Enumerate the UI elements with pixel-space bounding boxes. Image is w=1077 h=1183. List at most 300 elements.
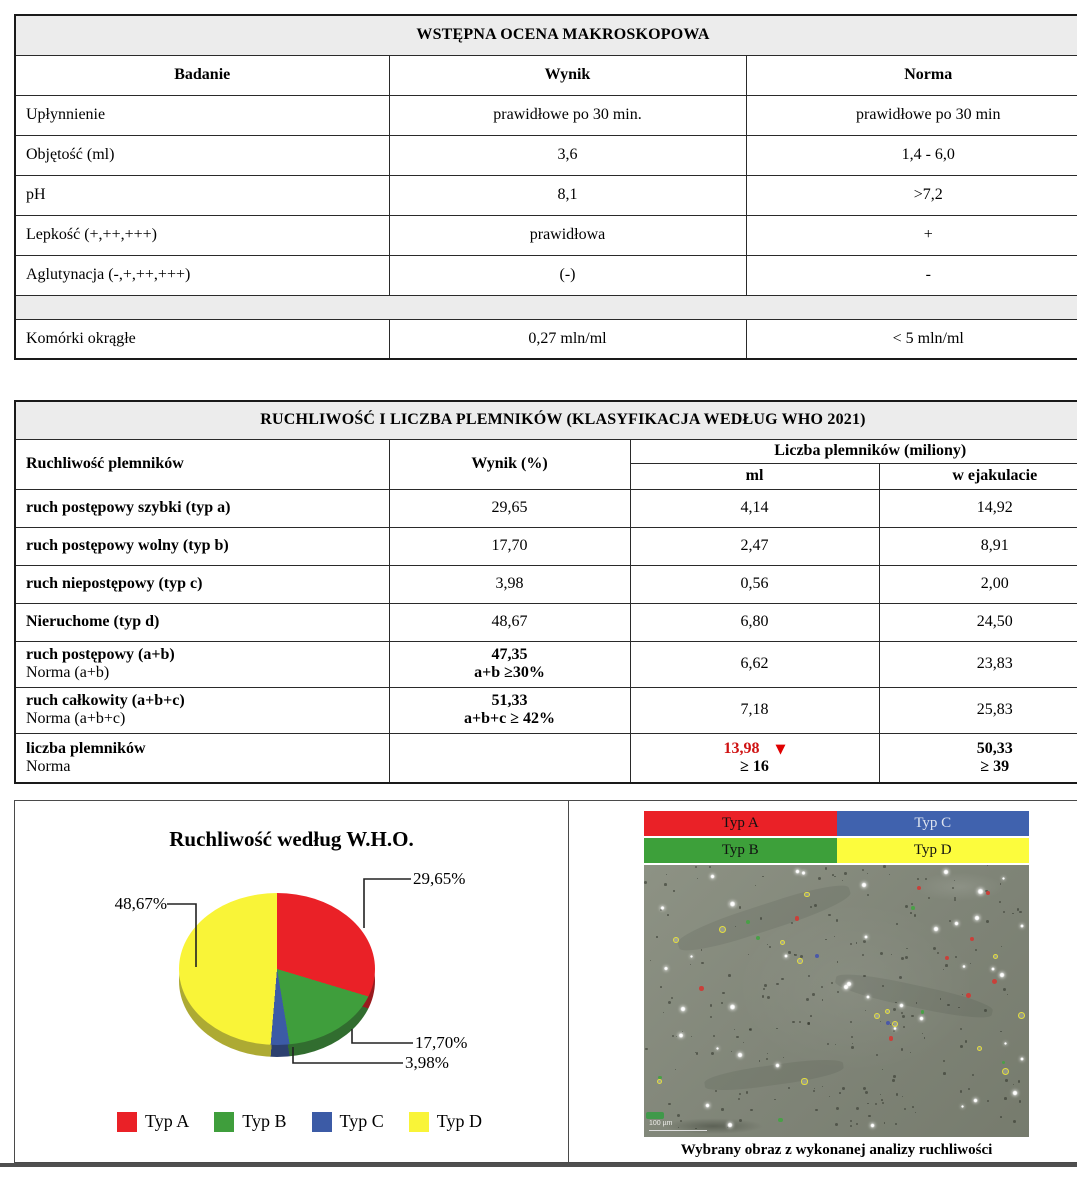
speck [774, 1099, 775, 1100]
speck [892, 1021, 898, 1027]
speck [721, 1002, 723, 1004]
table-title-row [15, 15, 1077, 55]
type-cell-typ-c: Typ C [837, 811, 1030, 836]
speck [814, 904, 817, 907]
speck [660, 906, 665, 911]
speck [899, 1003, 904, 1008]
speck [910, 912, 912, 914]
low-count-value: 13,98 [723, 739, 760, 757]
table-row [15, 565, 1077, 603]
speck [945, 956, 949, 960]
col-header-motility: Ruchliwość plemników [15, 439, 389, 489]
speck [866, 995, 870, 999]
legend-item-typ-d [409, 1111, 482, 1132]
speck [901, 1012, 903, 1014]
result-norm: a+b ≥30% [474, 664, 545, 681]
speck [837, 991, 839, 993]
speck [875, 1103, 877, 1105]
speck [999, 972, 1005, 978]
speck [1013, 1084, 1014, 1085]
pie-callout-lines [15, 801, 568, 1164]
cell-label: ruch postępowy wolny (typ b) [15, 527, 389, 565]
speck [743, 1042, 744, 1043]
speck [992, 979, 997, 984]
table-row [15, 255, 1077, 295]
speck [727, 1122, 733, 1128]
cell-norma: prawidłowe po 30 min [746, 95, 1077, 135]
speck [701, 962, 704, 965]
speck [769, 946, 771, 948]
pie-chart-title: Ruchliwość według W.H.O. [169, 827, 414, 851]
table-row [15, 95, 1077, 135]
cell-ml: 4,14 [630, 489, 879, 527]
col-header-badanie: Badanie [15, 55, 389, 95]
micrograph-type-legend [644, 811, 1029, 863]
speck [746, 1091, 749, 1094]
macroscopic-table [14, 14, 1077, 360]
speck [986, 891, 991, 896]
speck [829, 1096, 830, 1097]
speck [699, 986, 704, 991]
speck [746, 920, 750, 924]
speck [656, 936, 657, 937]
speck [664, 966, 669, 971]
speck [719, 926, 726, 933]
speck [889, 1036, 893, 1040]
speck [864, 935, 868, 939]
speck [738, 1098, 740, 1100]
speck [973, 1098, 979, 1104]
speck [668, 1103, 671, 1106]
speck [1012, 913, 1013, 914]
table-header-row [15, 55, 1077, 95]
speck [739, 1093, 742, 1096]
speck [993, 954, 998, 959]
speck [1018, 1080, 1021, 1083]
speck [892, 1079, 895, 1082]
speck [783, 1057, 784, 1058]
speck [645, 1048, 648, 1051]
result-value: 47,35 [491, 646, 528, 663]
speck [695, 1128, 696, 1129]
speck [891, 954, 892, 955]
speck [827, 1043, 829, 1045]
speck [870, 1123, 875, 1128]
cell-wynik: 8,1 [389, 175, 746, 215]
col-header-ml: ml [630, 463, 879, 489]
speck [893, 1008, 896, 1011]
speck [722, 992, 724, 994]
speck [835, 1044, 836, 1045]
speck [729, 901, 736, 908]
speck [763, 988, 765, 990]
macroscopic-table-title: WSTĘPNA OCENA MAKROSKOPOWA [15, 15, 1077, 55]
table-row [15, 603, 1077, 641]
row-sublabel: Norma [26, 757, 71, 775]
pie-label-typ-c: 3,98% [405, 1053, 449, 1072]
speck [825, 939, 827, 941]
speck [970, 937, 974, 941]
speck [729, 1004, 735, 1010]
speck [952, 887, 954, 889]
speck [710, 874, 715, 879]
speck [850, 943, 852, 945]
speck [970, 963, 971, 964]
speck [808, 975, 810, 977]
speck [701, 949, 703, 951]
table-row [15, 215, 1077, 255]
speck [791, 922, 793, 924]
speck [795, 916, 800, 921]
speck [844, 872, 847, 875]
speck [885, 1009, 890, 1014]
speck [690, 955, 693, 958]
speck [960, 1090, 962, 1092]
speck [716, 1047, 720, 1051]
speck [880, 1021, 881, 1022]
speck [739, 906, 741, 908]
cell-result: 29,65 [389, 489, 630, 527]
speck [922, 1033, 923, 1034]
speck [912, 1106, 914, 1108]
cell-ejaculate: 24,50 [879, 603, 1077, 641]
micrograph-caption: Wybrany obraz z wykonanej analizy ruchliwości [680, 1142, 993, 1158]
speck [962, 994, 963, 995]
cell-badanie: Objętość (ml) [15, 135, 389, 175]
speck [986, 920, 989, 923]
speck [960, 1045, 963, 1048]
speck [977, 888, 984, 895]
speck [883, 865, 886, 868]
cell-ml: 7,18 [630, 687, 879, 733]
speck [874, 1013, 880, 1019]
cell-badanie: Aglutynacja (-,+,++,+++) [15, 255, 389, 295]
speck [1003, 988, 1006, 991]
typ-b-swatch-icon [214, 1112, 234, 1132]
speck [755, 885, 757, 887]
table-row [15, 489, 1077, 527]
count-norm: ≥ 16 [740, 757, 769, 775]
speck [901, 957, 904, 960]
speck [943, 969, 945, 971]
speck [862, 869, 864, 871]
table-row [15, 175, 1077, 215]
speck [867, 894, 869, 896]
speck [984, 1009, 987, 1012]
speck [673, 890, 674, 891]
speck [917, 886, 921, 890]
cell-label: Nieruchome (typ d) [15, 603, 389, 641]
speck [928, 897, 930, 899]
speck [821, 986, 823, 988]
speck [947, 1004, 949, 1006]
legend-item-typ-c [312, 1111, 384, 1132]
speck [999, 901, 1001, 903]
speck [813, 1090, 815, 1092]
cell-badanie: Upłynnienie [15, 95, 389, 135]
scale-bar-line [649, 1130, 707, 1131]
speck [961, 1105, 964, 1108]
cell-result [389, 641, 630, 687]
speck [836, 919, 839, 922]
legend-item-typ-a [117, 1111, 189, 1132]
panel-divider [568, 801, 569, 1162]
micrograph-streak [674, 878, 853, 958]
speck [750, 1109, 753, 1112]
speck [876, 1054, 878, 1056]
speck [815, 1109, 818, 1112]
speck [966, 993, 971, 998]
cell-wynik: prawidłowe po 30 min. [389, 95, 746, 135]
cell-norma: >7,2 [746, 175, 1077, 215]
cell-result: 3,98 [389, 565, 630, 603]
table-header-row [15, 439, 1077, 463]
speck [781, 978, 784, 981]
speck [644, 881, 647, 884]
speck [737, 1052, 744, 1059]
cell-wynik: 3,6 [389, 135, 746, 175]
speck [911, 1015, 914, 1018]
speck [1004, 1042, 1007, 1045]
speck [721, 1108, 723, 1110]
speck [954, 880, 955, 881]
cell-wynik: (-) [389, 255, 746, 295]
speck [801, 1078, 807, 1084]
row-sublabel: Norma (a+b) [26, 664, 110, 681]
speck [949, 920, 951, 922]
speck [915, 1112, 916, 1113]
speck [814, 1088, 816, 1090]
speck [1012, 1090, 1018, 1096]
speck [690, 964, 691, 965]
speck [788, 1087, 790, 1089]
speck [680, 1120, 682, 1122]
speck [736, 1036, 738, 1038]
speck [882, 985, 884, 987]
speck [867, 1103, 869, 1105]
table-row [15, 641, 1077, 687]
cell-ejaculate: 8,91 [879, 527, 1077, 565]
speck [715, 1090, 717, 1092]
speck [902, 1015, 905, 1018]
speck [850, 1120, 852, 1122]
speck [677, 1114, 680, 1117]
speck [839, 1092, 841, 1094]
speck [862, 954, 864, 956]
speck [676, 1036, 677, 1037]
speck [788, 951, 791, 954]
speck [1020, 1057, 1025, 1062]
speck [792, 1021, 795, 1024]
speck [987, 1100, 989, 1102]
micrograph-streak [703, 1055, 844, 1094]
speck [799, 1021, 801, 1023]
cell-badanie: Komórki okrągłe [15, 319, 389, 359]
speck [1002, 877, 1006, 881]
cell-result: 48,67 [389, 603, 630, 641]
speck [1005, 1079, 1008, 1082]
speck [664, 883, 667, 886]
speck [1002, 1068, 1009, 1075]
speck [764, 984, 767, 987]
speck [1013, 1120, 1016, 1123]
speck [828, 914, 830, 916]
speck [856, 1107, 859, 1110]
speck [880, 1094, 882, 1096]
speck [945, 964, 948, 967]
legend-label: Typ C [339, 1111, 384, 1131]
speck [1000, 883, 1001, 884]
cell-norma: + [746, 215, 1077, 255]
speck [905, 956, 908, 959]
speck [991, 967, 995, 971]
type-cell-typ-a: Typ A [644, 811, 837, 836]
speck [834, 936, 835, 937]
speck [822, 999, 824, 1001]
speck [667, 914, 669, 916]
speck [705, 1103, 710, 1108]
speck [728, 974, 731, 977]
speck [731, 1051, 733, 1053]
speck [856, 1123, 859, 1126]
count-value: 50,33 [976, 739, 1013, 757]
speck [856, 942, 857, 943]
speck [650, 960, 651, 961]
speck [1001, 946, 1003, 948]
speck [902, 1096, 903, 1097]
col-header-result: Wynik (%) [389, 439, 630, 489]
speck [943, 1072, 946, 1075]
typ-a-swatch-icon [117, 1112, 137, 1132]
speck [851, 1036, 853, 1038]
cell-ejaculate: 14,92 [879, 489, 1077, 527]
speck [759, 1060, 761, 1062]
col-header-norma: Norma [746, 55, 1077, 95]
speck [1003, 911, 1005, 913]
speck [660, 986, 662, 988]
speck [916, 1002, 918, 1004]
speck [884, 1122, 886, 1124]
speck [691, 1036, 692, 1037]
speck [933, 926, 940, 933]
speck [762, 876, 763, 877]
pie-label-typ-a: 29,65% [413, 869, 466, 888]
speck [815, 954, 819, 958]
row-label: ruch postępowy (a+b) [26, 646, 175, 663]
legend-label: Typ B [242, 1111, 287, 1131]
speck [863, 940, 866, 943]
speck [678, 1033, 684, 1039]
speck [709, 866, 711, 868]
speck [697, 878, 699, 880]
speck [671, 997, 673, 999]
table-row [15, 687, 1077, 733]
speck [1019, 911, 1021, 913]
results-graphics-section [14, 800, 1077, 1163]
speck [865, 1091, 868, 1094]
speck [666, 874, 667, 875]
speck [914, 914, 917, 917]
cell-ml: 0,56 [630, 565, 879, 603]
speck [962, 965, 966, 969]
speck [865, 1010, 866, 1011]
speck [831, 982, 833, 984]
cell-ml [630, 733, 879, 783]
cell-wynik: prawidłowa [389, 215, 746, 255]
speck [904, 1108, 907, 1111]
cell-label: ruch postępowy szybki (typ a) [15, 489, 389, 527]
speck [850, 1021, 852, 1023]
speck [680, 1006, 686, 1012]
cell-label [15, 687, 389, 733]
count-norm: ≥ 39 [980, 757, 1010, 775]
speck [784, 954, 788, 958]
speck [921, 1010, 925, 1014]
table-title-row [15, 401, 1077, 439]
speck [780, 940, 785, 945]
speck [895, 1123, 897, 1125]
cell-ejaculate: 25,83 [879, 687, 1077, 733]
down-arrow-icon: ▼ [775, 741, 786, 757]
speck [924, 1037, 925, 1038]
speck [810, 1015, 812, 1017]
speck [807, 1022, 810, 1025]
speck [801, 871, 806, 876]
pie-label-typ-d: 48,67% [114, 894, 167, 913]
speck [889, 874, 891, 876]
speck [893, 1030, 895, 1032]
col-header-count-group: Liczba plemników (miliony) [630, 439, 1077, 463]
speck [776, 983, 778, 985]
speck [672, 1035, 674, 1037]
speck [933, 947, 936, 950]
speck [663, 1012, 664, 1013]
row-label: ruch całkowity (a+b+c) [26, 692, 185, 709]
speck [851, 1046, 854, 1049]
frame-label-smudge [646, 1112, 664, 1119]
speck [818, 877, 821, 880]
result-value: 51,33 [491, 692, 528, 709]
speck [775, 1063, 780, 1068]
speck [893, 1027, 897, 1031]
speck [1020, 924, 1025, 929]
speck [968, 1088, 970, 1090]
motility-table [14, 400, 1077, 784]
cell-result-empty [389, 733, 630, 783]
cell-norma: < 5 mln/ml [746, 319, 1077, 359]
speck [675, 1069, 676, 1070]
speck [975, 949, 977, 951]
cell-ml: 2,47 [630, 527, 879, 565]
pie-label-typ-b: 17,70% [415, 1033, 468, 1052]
speck [695, 866, 697, 868]
speck [756, 936, 760, 940]
micrograph-image [644, 865, 1029, 1137]
col-header-ejaculate: w ejakulacie [879, 463, 1077, 489]
speck [943, 1060, 945, 1062]
speck [776, 1028, 778, 1030]
speck [890, 1024, 891, 1025]
speck [868, 1115, 871, 1118]
cell-label [15, 641, 389, 687]
cell-result [389, 687, 630, 733]
speck [739, 1119, 742, 1122]
speck [1019, 1100, 1022, 1103]
speck [842, 1087, 845, 1090]
speck [710, 1004, 713, 1007]
scale-bar-label: 100 µm [649, 1120, 673, 1127]
speck [825, 867, 828, 870]
